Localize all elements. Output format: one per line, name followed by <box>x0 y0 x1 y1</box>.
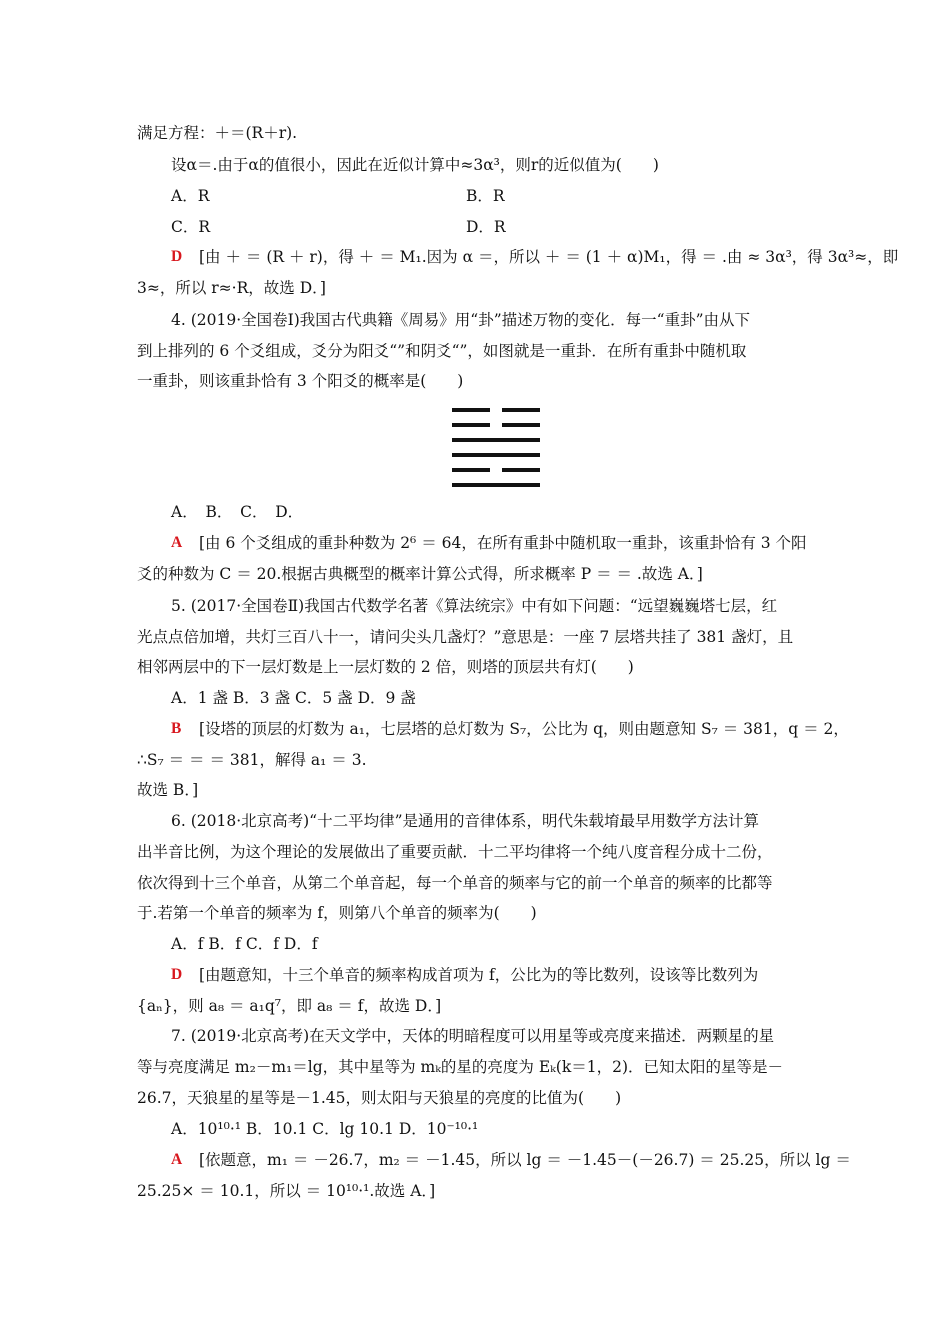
text-line: 到上排列的 6 个爻组成，爻分为阳爻“”和阴爻“”，如图就是一重卦．在所有重卦中随机取 <box>137 342 747 360</box>
answer-q3: D <box>171 248 183 265</box>
yang-line <box>452 438 540 442</box>
question-4-stem: 4. (2019·全国卷Ⅰ)我国古代典籍《周易》用“卦”描述万物的变化．每一“重卦”由从下 <box>171 311 751 329</box>
option-d: D．R <box>466 218 506 236</box>
text-line: 一重卦，则该重卦恰有 3 个阳爻的概率是( ) <box>137 372 464 390</box>
text-line: 满足方程：＋＝(R＋r). <box>137 124 298 142</box>
answer-q6: D <box>171 966 183 983</box>
yang-line <box>452 483 540 487</box>
answer-q4: A <box>171 534 183 551</box>
yin-line-left <box>452 408 490 412</box>
question-7-options: A．10¹⁰·¹ B．10.1 C．lg 10.1 D．10⁻¹⁰·¹ <box>171 1120 479 1138</box>
text-line: 26.7，天狼星的星等是－1.45，则太阳与天狼星的亮度的比值为( ) <box>137 1089 622 1107</box>
text-line: 依次得到十三个单音，从第二个单音起，每一个单音的频率与它的前一个单音的频率的比都等 <box>137 874 773 892</box>
option-b: B．R <box>466 187 505 205</box>
question-5-stem: 5. (2017·全国卷Ⅱ)我国古代数学名著《算法统宗》中有如下问题：“远望巍巍塔七层，红 <box>171 597 778 615</box>
text-line: 光点点倍加增，共灯三百八十一，请问尖头几盏灯？”意思是：一座 7 层塔共挂了 381 盏灯，且 <box>137 628 794 646</box>
explanation-line: ∴S₇ ＝ ＝ ＝ 381，解得 a₁ ＝ 3. <box>137 751 367 769</box>
answer-q5: B <box>171 720 182 737</box>
yin-line-left <box>452 468 490 472</box>
text-line: 相邻两层中的下一层灯数是上一层灯数的 2 倍，则塔的顶层共有灯( ) <box>137 658 634 676</box>
option-a: A．R <box>171 187 210 205</box>
question-7-stem: 7. (2019·北京高考)在天文学中，天体的明暗程度可以用星等或亮度来描述．两颗星的星 <box>171 1027 775 1045</box>
hexagram-figure <box>452 408 540 488</box>
question-4-options: A． B． C． D． <box>171 503 304 521</box>
text-line: 于.若第一个单音的频率为 f，则第八个单音的频率为( ) <box>137 904 537 922</box>
answer-q7: A <box>171 1151 183 1168</box>
question-3-stem: 设α＝.由于α的值很小，因此在近似计算中≈3α³，则r的近似值为( ) <box>171 156 659 174</box>
text-line: 出半音比例，为这个理论的发展做出了重要贡献．十二平均律将一个纯八度音程分成十二份， <box>137 843 773 861</box>
question-6-stem: 6. (2018·北京高考)“十二平均律”是通用的音律体系，明代朱载堉最早用数学方法计算 <box>171 812 760 830</box>
explanation-line: [由 ＋ ＝ (R ＋ r)，得 ＋ ＝ M₁.因为 α ＝，所以 ＋ ＝ (1 ＋ α)M₁，得 ＝ .由 ≈ 3α³，得 3α³≈，即 <box>199 248 899 266</box>
yin-line-right <box>502 408 540 412</box>
explanation-line: 故选 B．] <box>137 781 199 799</box>
explanation-line: 3≈，所以 r≈·R，故选 D．] <box>137 279 326 297</box>
yang-line <box>452 453 540 457</box>
text-line: 等与亮度满足 m₂－m₁＝lg，其中星等为 mₖ的星的亮度为 Eₖ(k＝1，2)．已知太阳的星等是－ <box>137 1058 784 1076</box>
explanation-line: 25.25× ＝ 10.1，所以 ＝ 10¹⁰·¹.故选 A．] <box>137 1182 436 1200</box>
yin-line-right <box>502 468 540 472</box>
option-c: C．R <box>171 218 211 236</box>
explanation-line: [设塔的顶层的灯数为 a₁，七层塔的总灯数为 S₇，公比为 q，则由题意知 S₇ ＝ 381，q ＝ 2， <box>199 720 849 738</box>
yin-line-right <box>502 423 540 427</box>
yin-line-left <box>452 423 490 427</box>
explanation-line: 爻的种数为 C ＝ 20.根据古典概型的概率计算公式得，所求概率 P ＝ ＝ .故选 A．] <box>137 565 703 583</box>
explanation-line: [由题意知，十三个单音的频率构成首项为 f，公比为的等比数列，设该等比数列为 <box>199 966 759 984</box>
explanation-line: [由 6 个爻组成的重卦种数为 2⁶ ＝ 64，在所有重卦中随机取一重卦，该重卦恰有 3 个阳 <box>199 534 807 552</box>
question-5-options: A．1 盏 B．3 盏 C．5 盏 D．9 盏 <box>171 689 416 707</box>
explanation-line: {aₙ}，则 a₈ ＝ a₁q⁷，即 a₈ ＝ f，故选 D．] <box>137 997 442 1015</box>
question-6-options: A．f B．f C．f D．f <box>171 935 318 953</box>
explanation-line: [依题意，m₁ ＝ －26.7，m₂ ＝ －1.45，所以 lg ＝ －1.45－(－26.7) ＝ 25.25，所以 lg ＝ <box>199 1151 851 1169</box>
